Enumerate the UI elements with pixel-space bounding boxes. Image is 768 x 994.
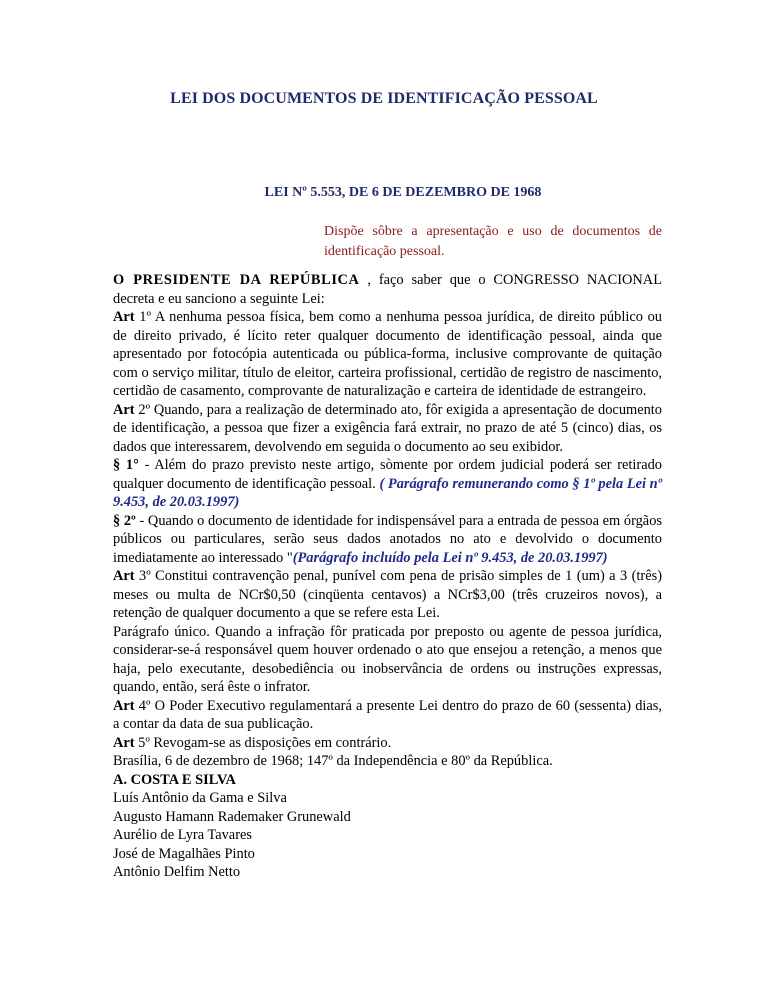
paragraph-2-reference: (Parágrafo incluído pela Lei nº 9.453, de 20.03.1997) <box>292 549 608 566</box>
article-2-text: 2º Quando, para a realização de determinado ato, fôr exigida a apresentação de documento de identificação, a pessoa que fizer a exigência fará extrair, no prazo de até 5 (cinco) dias, os dados que interessarem, devolvendo em seguida o documento ao seu exibidor. <box>113 401 662 455</box>
preamble-text: , faço saber que o CONGRESSO NACIONAL decreta e eu sanciono a seguinte Lei: <box>113 272 662 307</box>
signatory: Antônio Delfim Netto <box>113 864 241 880</box>
article-3 <box>113 567 662 623</box>
article-5-text: 5º Revogam-se as disposições em contrário. <box>134 734 392 751</box>
main-signatory: A. COSTA E SILVA <box>113 771 236 788</box>
date-line: Brasília, 6 de dezembro de 1968; 147º da Independência e 80º da República. <box>113 753 553 769</box>
article-3-text: 3º Constitui contravenção penal, punível com pena de prisão simples de 1 (um) a 3 (três) meses ou multa de NCr$0,50 (cinqüenta centavos) a NCr$3,00 (três cruzeiros novos), a retenção de qualquer documento a que se refere esta Lei. <box>113 568 662 621</box>
art-label: Art <box>113 697 135 714</box>
paragraph-1 <box>113 456 662 512</box>
art-label: Art <box>113 568 135 584</box>
article-1-text: 1º A nenhuma pessoa física, bem como a nenhuma pessoa jurídica, de direito público ou de direito privado, é lícito reter qualquer documento de identificação pessoal, ainda que apresentado por fotocópia autenticada ou pública-forma, inclusive comprovante de quitação com o serviço militar, título de eleitor, carteira profissional, certidão de registro de nascimento, certidão de casamento, comprovante de naturalização e carteira de identidade de estrangeiro. <box>113 309 662 399</box>
art-label: Art <box>113 401 135 418</box>
signatory: Aurélio de Lyra Tavares <box>113 827 252 843</box>
art-label: Art <box>113 309 135 325</box>
paragraph-2-label: § 2º <box>113 512 136 529</box>
president-label: O PRESIDENTE DA REPÚBLICA <box>113 272 360 288</box>
article-5 <box>113 734 662 753</box>
paragraph-2 <box>113 512 662 568</box>
signatory: Augusto Hamann Rademaker Grunewald <box>113 808 351 825</box>
art-label: Art <box>113 734 135 751</box>
article-4 <box>113 697 662 734</box>
article-4-text: 4º O Poder Executivo regulamentará a presente Lei dentro do prazo de 60 (sessenta) dias, a contar da data de sua publicação. <box>113 697 662 732</box>
law-body <box>113 271 662 882</box>
article-1 <box>113 308 662 401</box>
document-title: LEI DOS DOCUMENTOS DE IDENTIFICAÇÃO PESSOAL <box>170 90 598 107</box>
signatory: Luís Antônio da Gama e Silva <box>113 790 287 806</box>
paragraph-1-reference: ( Parágrafo remunerando como § 1º pela Lei nº 9.453, de 20.03.1997) <box>113 475 662 510</box>
law-number: LEI Nº 5.553, DE 6 DE DEZEMBRO DE 1968 <box>264 185 542 200</box>
paragraph-2-text: - Quando o documento de identidade for indispensável para a entrada de pessoa em órgãos públicos ou particulares, serão seus dados anotados no ato e devolvido o documento imediatamente ao interessado " <box>113 512 662 566</box>
article-2 <box>113 401 662 457</box>
preamble <box>113 271 662 308</box>
paragraph-1-text: - Além do prazo previsto neste artigo, sòmente por ordem judicial poderá ser retirado qualquer documento de identificação pessoal. <box>113 457 662 492</box>
paragraph-1-label: § 1° <box>113 457 139 473</box>
ementa: Dispõe sôbre a apresentação e uso de documentos de identificação pessoal. <box>324 224 662 259</box>
signatory: José de Magalhães Pinto <box>113 845 255 862</box>
paragrafo-unico: Parágrafo único. Quando a infração fôr praticada por preposto ou agente de pessoa jurídica, considerar-se-á responsável quem houver ordenado o ato que ensejou a retenção, a menos que haja, pelo executante, desobediência ou inobservância de ordens ou instruções expressas, quando, então, será êste o infrator. <box>113 623 662 695</box>
